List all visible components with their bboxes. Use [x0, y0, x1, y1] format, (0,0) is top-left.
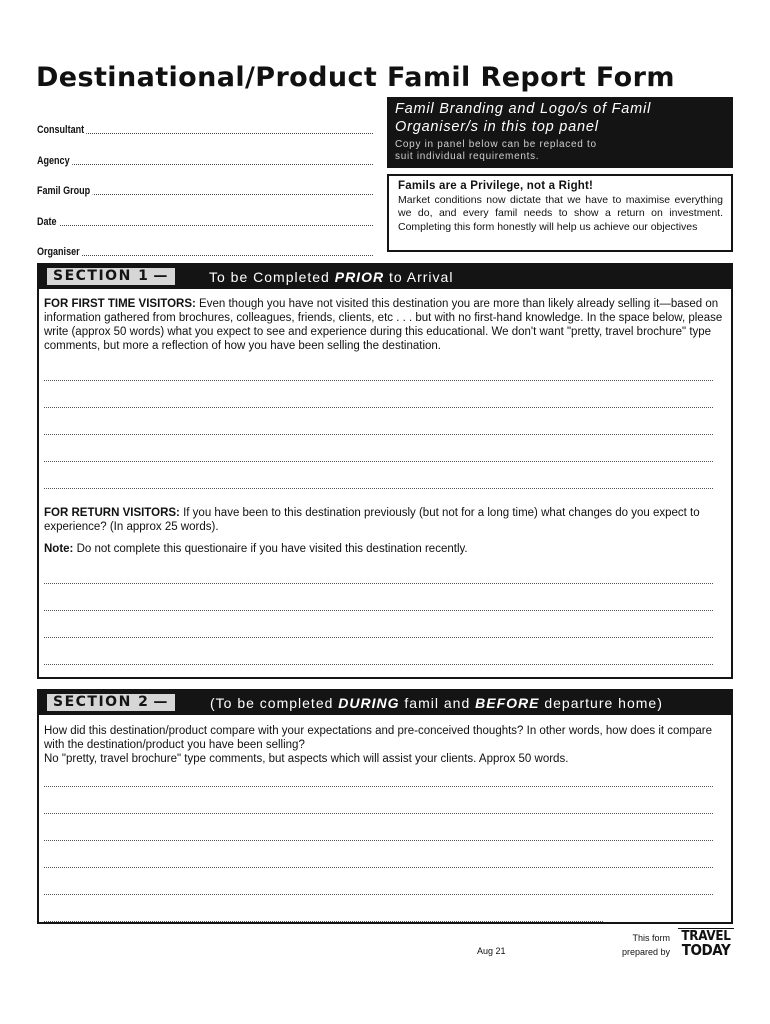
answer-line[interactable] [44, 611, 713, 638]
note-body: Do not complete this questionaire if you have visited this destination recently. [73, 543, 468, 555]
organiser-label: Organiser [37, 246, 82, 258]
answer-line[interactable] [44, 462, 713, 489]
answer-line[interactable] [44, 814, 713, 841]
date-field[interactable] [37, 212, 373, 228]
branding-sub-line2: suit individual requirements. [395, 151, 540, 162]
form-title: Destinational/Product Famil Report Form [36, 62, 675, 93]
section-1-heading-em: PRIOR [334, 269, 385, 285]
note-label: Note: [44, 543, 74, 555]
answer-line[interactable] [44, 841, 713, 868]
section-2-badge [47, 694, 175, 711]
section-2-badge-text: SECTION 2 [53, 694, 150, 710]
section-2-header [39, 691, 731, 715]
answer-line[interactable] [44, 435, 713, 462]
branding-heading-line2: Organiser/s in this top panel [395, 119, 599, 135]
answer-line[interactable] [44, 787, 713, 814]
consultant-field[interactable] [37, 120, 373, 136]
section-2 [37, 689, 733, 924]
agency-label: Agency [37, 155, 72, 167]
answer-line[interactable] [44, 895, 603, 922]
prepared-by-text [600, 931, 670, 959]
section-1-badge-dash: — [153, 268, 169, 284]
section-2-guidance: No "pretty, travel brochure" type comments, but aspects which will assist your clients. Approx 50 words. [44, 753, 569, 765]
return-answer-area[interactable] [44, 557, 723, 665]
return-visitors-text: If you have been to this destination previously (but not for a long time) what changes do you expect to experience? (In approx 25 words). [44, 507, 700, 533]
branding-panel [387, 97, 733, 168]
agency-input-line[interactable] [37, 164, 373, 165]
agency-field[interactable] [37, 151, 373, 167]
answer-line[interactable] [44, 584, 713, 611]
privilege-heading: Famils are a Privilege, not a Right! [398, 180, 594, 192]
date-label: Date [37, 216, 59, 228]
section-1-badge-text: SECTION 1 [53, 268, 150, 284]
section-2-question: How did this destination/product compare with your expectations and pre-conceived thoughts? In other words, how does it compare with the destination/product you have been selling? [44, 725, 713, 751]
section-1-header [39, 265, 731, 289]
section-1-heading [209, 268, 453, 286]
section-2-badge-dash: — [153, 694, 169, 710]
section-1-heading-pre: To be Completed [209, 269, 335, 285]
consultant-input-line[interactable] [37, 133, 373, 134]
section-1-badge [47, 268, 175, 285]
first-time-visitors-label: FOR FIRST TIME VISITORS: [44, 298, 196, 310]
first-time-visitors-text: Even though you have not visited this destination you are more than likely already selling it—based on information gathered from brochures, colleagues, friends, clients, etc . . . but with no first-hand knowledge. In the space below, please write (approx 50 words) what you expect to see and experience during this educational. We don't want "pretty, travel brochure" type comments, but more a reflection of how you have been selling the destination. [44, 298, 723, 352]
answer-line[interactable] [44, 868, 713, 895]
prepared-by-line2: prepared by [621, 947, 670, 957]
consultant-label: Consultant [37, 124, 87, 136]
section-2-heading-mid: famil and [399, 695, 476, 711]
logo-word-today: TODAY [681, 941, 731, 959]
section-2-heading [210, 694, 663, 712]
section-1-heading-post: to Arrival [384, 269, 454, 285]
date-input-line[interactable] [37, 225, 373, 226]
privilege-panel [387, 174, 733, 252]
footer-date: Aug 21 [477, 946, 506, 956]
section-2-heading-em2: BEFORE [475, 695, 540, 711]
answer-line[interactable] [44, 381, 713, 408]
branding-sub-text [395, 139, 725, 163]
answer-line[interactable] [44, 354, 713, 381]
section-1 [37, 263, 733, 679]
prepared-by-line1: This form [632, 933, 670, 943]
return-visitors-label: FOR RETURN VISITORS: [44, 507, 180, 519]
return-visitors-instructions [44, 506, 723, 534]
answer-line[interactable] [44, 408, 713, 435]
first-time-visitors-instructions [44, 297, 723, 353]
famil-group-field[interactable] [37, 181, 373, 197]
answer-line[interactable] [44, 557, 713, 584]
branding-sub-line1: Copy in panel below can be replaced to [395, 139, 597, 150]
note-text [44, 542, 723, 556]
section-2-answer-area[interactable] [44, 760, 723, 922]
travel-today-logo [677, 926, 735, 958]
first-time-answer-area[interactable] [44, 354, 723, 489]
privilege-body: Market conditions now dictate that we have to maximise everything we do, and every famil needs to show a return on investment. Completing this form honestly will help us achieve our objectives [398, 194, 723, 233]
organiser-input-line[interactable] [37, 255, 373, 256]
section-2-heading-em1: DURING [338, 695, 400, 711]
logo-word-travel: TRAVEL [681, 929, 731, 944]
section-2-heading-post: departure home) [539, 695, 663, 711]
section-2-heading-pre: (To be completed [210, 695, 339, 711]
organiser-field[interactable] [37, 242, 373, 258]
famil-group-label: Famil Group [37, 185, 93, 197]
branding-heading-line1: Famil Branding and Logo/s of Famil [395, 101, 652, 117]
answer-line[interactable] [44, 638, 713, 665]
